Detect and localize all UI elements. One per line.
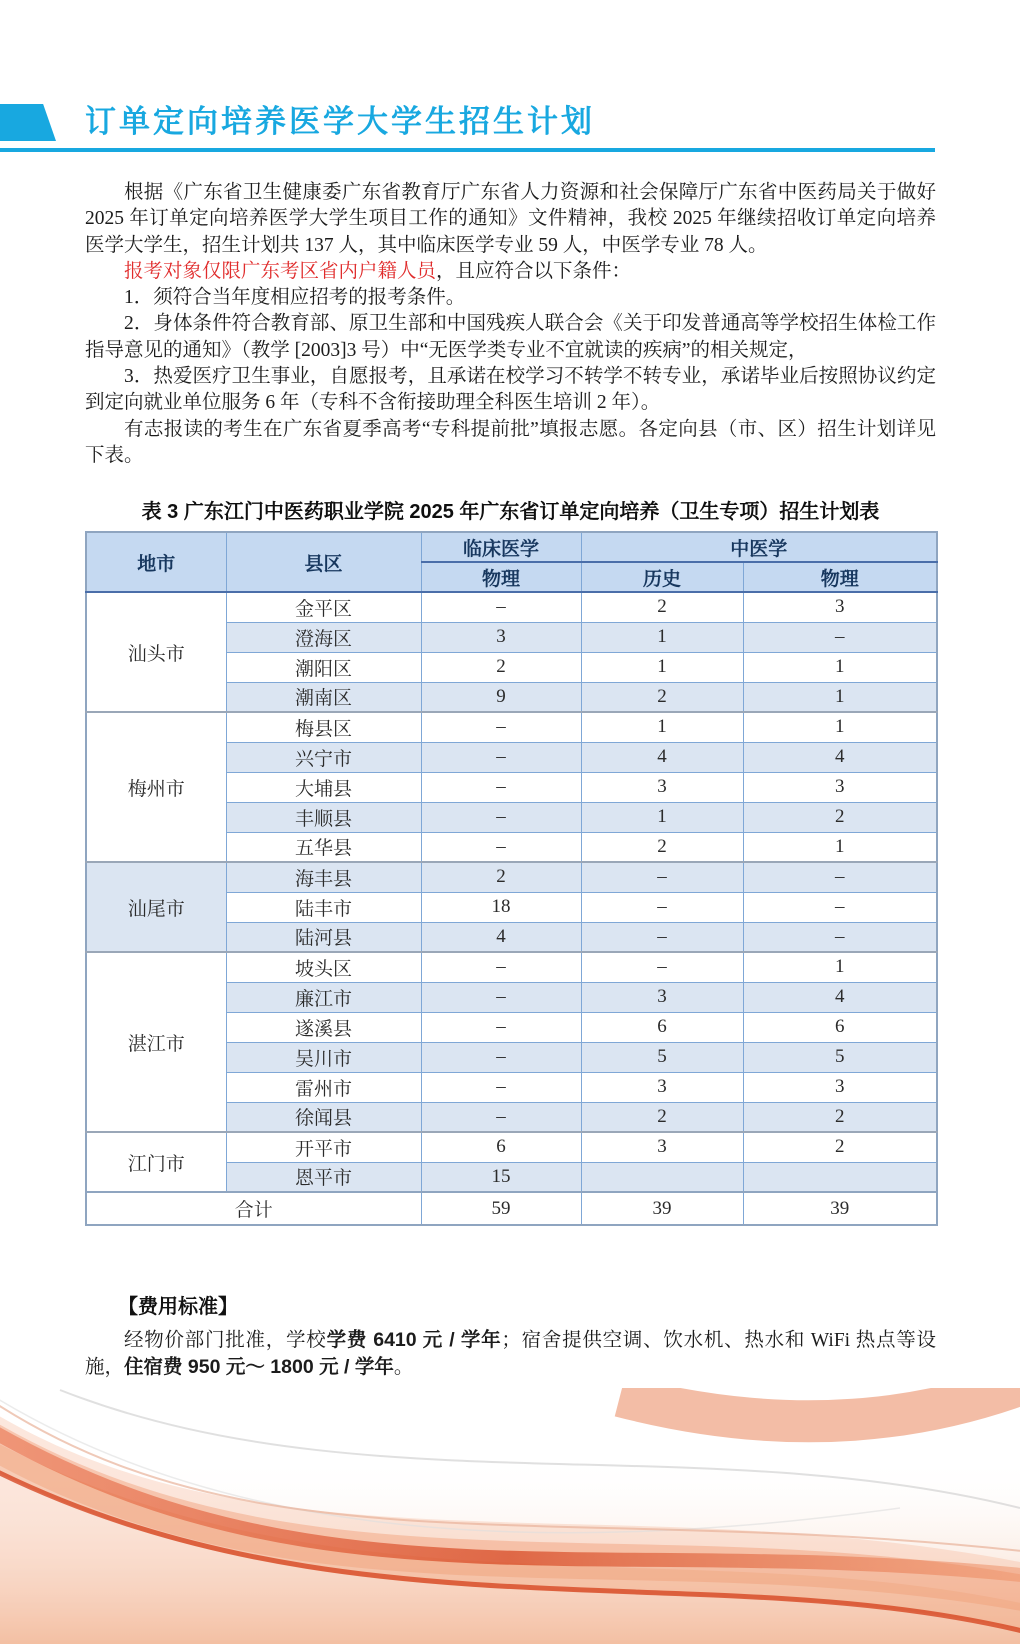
- county-cell: 潮南区: [226, 682, 421, 712]
- county-cell: 坡头区: [226, 952, 421, 982]
- plan-value-cell: 4: [743, 982, 937, 1012]
- county-cell: 澄海区: [226, 622, 421, 652]
- plan-value-cell: –: [581, 862, 743, 892]
- plan-value-cell: 3: [421, 622, 581, 652]
- title-block: [0, 100, 935, 156]
- table-row: [86, 952, 937, 982]
- plan-value-cell: 2: [743, 1102, 937, 1132]
- plan-value-cell: 18: [421, 892, 581, 922]
- plan-value-cell: 6: [743, 1012, 937, 1042]
- plan-value-cell: 1: [743, 652, 937, 682]
- header-tcm: 中医学: [581, 532, 937, 562]
- total-tcm-history: 39: [581, 1192, 743, 1225]
- plan-value-cell: 2: [581, 832, 743, 862]
- county-cell: 开平市: [226, 1132, 421, 1162]
- total-label: 合计: [86, 1192, 421, 1225]
- county-cell: 陆河县: [226, 922, 421, 952]
- plan-value-cell: –: [421, 1042, 581, 1072]
- plan-value-cell: [581, 1162, 743, 1192]
- plan-value-cell: 1: [743, 682, 937, 712]
- county-cell: 金平区: [226, 592, 421, 622]
- plan-value-cell: –: [743, 862, 937, 892]
- table-caption: 表 3 广东江门中医药职业学院 2025 年广东省订单定向培养（卫生专项）招生计划表: [141, 501, 880, 523]
- plan-value-cell: –: [421, 1012, 581, 1042]
- intro-paragraph: 根据《广东省卫生健康委广东省教育厅广东省人力资源和社会保障厅广东省中医药局关于做好 2025 年订单定向培养医学大学生项目工作的通知》文件精神，我校 2025 年继续招收订单定向培养医学大学生，招生计划共 137 人，其中临床医学专业 59 人，中医学专业 78 人。: [85, 182, 936, 256]
- accommodation-fee-value: 住宿费 950 元～ 1800 元 / 学年: [124, 1356, 394, 1378]
- plan-value-cell: 3: [743, 1072, 937, 1102]
- plan-value-cell: 2: [421, 652, 581, 682]
- city-cell: 梅州市: [86, 712, 226, 862]
- header-tcm-physics: 物理: [743, 562, 937, 592]
- plan-value-cell: –: [421, 952, 581, 982]
- plan-value-cell: 5: [581, 1042, 743, 1072]
- header-row-1: [86, 532, 937, 562]
- county-cell: 恩平市: [226, 1162, 421, 1192]
- plan-value-cell: 1: [743, 952, 937, 982]
- plan-value-cell: 2: [743, 1132, 937, 1162]
- eligibility-highlight: 报考对象仅限广东考区省内户籍人员: [124, 260, 437, 282]
- plan-value-cell: 3: [581, 1132, 743, 1162]
- county-cell: 潮阳区: [226, 652, 421, 682]
- plan-value-cell: –: [581, 952, 743, 982]
- county-cell: 陆丰市: [226, 892, 421, 922]
- plan-value-cell: –: [421, 1102, 581, 1132]
- plan-value-cell: –: [421, 742, 581, 772]
- county-cell: 兴宁市: [226, 742, 421, 772]
- city-cell: 汕头市: [86, 592, 226, 712]
- tuition-fee-value: 学费 6410 元 / 学年: [326, 1329, 502, 1351]
- county-cell: 丰顺县: [226, 802, 421, 832]
- county-cell: 徐闻县: [226, 1102, 421, 1132]
- plan-value-cell: 6: [581, 1012, 743, 1042]
- header-county: 县区: [226, 532, 421, 592]
- title-underline: [0, 148, 935, 152]
- plan-value-cell: 3: [743, 772, 937, 802]
- city-cell: 汕尾市: [86, 862, 226, 952]
- decorative-wave-graphic: [0, 1388, 1020, 1644]
- fees-heading: 【费用标准】: [118, 1296, 238, 1318]
- plan-value-cell: 1: [743, 712, 937, 742]
- city-cell: 湛江市: [86, 952, 226, 1132]
- header-clinical-physics: 物理: [421, 562, 581, 592]
- plan-value-cell: –: [421, 832, 581, 862]
- total-tcm-physics: 39: [743, 1192, 937, 1225]
- plan-value-cell: 3: [581, 1072, 743, 1102]
- county-cell: 五华县: [226, 832, 421, 862]
- table-row: [86, 862, 937, 892]
- plan-value-cell: [743, 1162, 937, 1192]
- plan-value-cell: –: [421, 1072, 581, 1102]
- fees-text: 。: [393, 1357, 414, 1378]
- table-section: [85, 498, 936, 1226]
- plan-value-cell: 2: [421, 862, 581, 892]
- plan-value-cell: 1: [743, 832, 937, 862]
- plan-value-cell: –: [581, 922, 743, 952]
- county-cell: 梅县区: [226, 712, 421, 742]
- county-cell: 海丰县: [226, 862, 421, 892]
- plan-value-cell: 9: [421, 682, 581, 712]
- county-cell: 吴川市: [226, 1042, 421, 1072]
- table-row: [86, 592, 937, 622]
- plan-value-cell: –: [421, 592, 581, 622]
- plan-value-cell: 2: [743, 802, 937, 832]
- plan-value-cell: –: [743, 892, 937, 922]
- plan-value-cell: 4: [581, 742, 743, 772]
- plan-value-cell: 1: [581, 712, 743, 742]
- plan-value-cell: –: [421, 712, 581, 742]
- plan-value-cell: –: [581, 892, 743, 922]
- condition-item-1: 1．须符合当年度相应招考的报考条件。: [124, 287, 466, 309]
- eligibility-paragraph: [85, 259, 936, 285]
- plan-value-cell: 15: [421, 1162, 581, 1192]
- plan-value-cell: –: [421, 982, 581, 1012]
- plan-value-cell: 5: [743, 1042, 937, 1072]
- county-cell: 大埔县: [226, 772, 421, 802]
- city-cell: 江门市: [86, 1132, 226, 1192]
- plan-value-cell: 2: [581, 682, 743, 712]
- plan-value-cell: 1: [581, 652, 743, 682]
- plan-value-cell: 2: [581, 592, 743, 622]
- plan-value-cell: 3: [581, 772, 743, 802]
- plan-value-cell: 6: [421, 1132, 581, 1162]
- fees-text: ；宿舍提供空调、饮水机、热水和 WiFi 热点等设施，: [85, 1330, 936, 1378]
- table-row: [86, 712, 937, 742]
- county-cell: 廉江市: [226, 982, 421, 1012]
- enrollment-plan-table: [85, 531, 938, 1226]
- fees-text: 经物价部门批准，学校: [124, 1330, 327, 1351]
- county-cell: 雷州市: [226, 1072, 421, 1102]
- plan-value-cell: 4: [743, 742, 937, 772]
- plan-value-cell: 1: [581, 802, 743, 832]
- plan-value-cell: 4: [421, 922, 581, 952]
- plan-value-cell: 3: [743, 592, 937, 622]
- fees-paragraph: [85, 1327, 936, 1381]
- page-title: 订单定向培养医学大学生招生计划: [85, 104, 595, 139]
- total-clinical-physics: 59: [421, 1192, 581, 1225]
- condition-item-2: 2．身体条件符合教育部、原卫生部和中国残疾人联合会《关于印发普通高等学校招生体检工作指导意见的通知》（教学 [2003]3 号）中“无医学类专业不宜就读的疾病”的相关规定，: [85, 313, 936, 361]
- application-paragraph: 有志报读的考生在广东省夏季高考“专科提前批”填报志愿。各定向县（市、区）招生计划详见下表。: [85, 418, 936, 466]
- header-tcm-history: 历史: [581, 562, 743, 592]
- plan-value-cell: –: [743, 622, 937, 652]
- plan-value-cell: –: [421, 802, 581, 832]
- fees-section: [85, 1294, 936, 1381]
- total-row: [86, 1192, 937, 1225]
- plan-value-cell: –: [421, 772, 581, 802]
- header-city: 地市: [86, 532, 226, 592]
- plan-value-cell: 1: [581, 622, 743, 652]
- table-row: [86, 1132, 937, 1162]
- plan-value-cell: 2: [581, 1102, 743, 1132]
- condition-item-3: 3．热爱医疗卫生事业，自愿报考，且承诺在校学习不转学不转专业，承诺毕业后按照协议约定到定向就业单位服务 6 年（专科不含衔接助理全科医生培训 2 年）。: [85, 366, 936, 414]
- plan-value-cell: –: [743, 922, 937, 952]
- county-cell: 遂溪县: [226, 1012, 421, 1042]
- eligibility-rest: ，且应符合以下条件：: [436, 260, 632, 282]
- flag-shape-icon: [0, 104, 56, 141]
- intro-section: [85, 180, 936, 469]
- header-clinical-medicine: 临床医学: [421, 532, 581, 562]
- plan-value-cell: 3: [581, 982, 743, 1012]
